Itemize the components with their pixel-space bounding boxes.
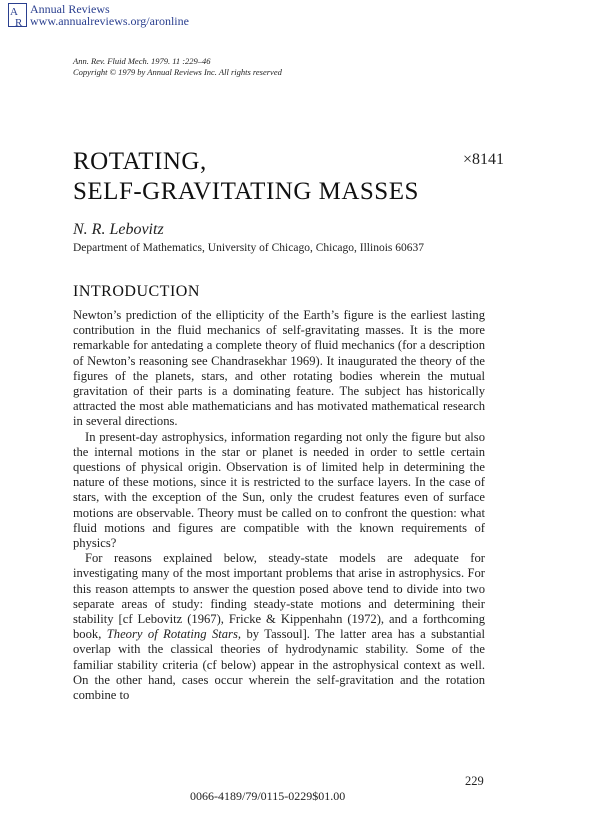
annual-reviews-logo-icon [8,3,27,27]
citation-line: Ann. Rev. Fluid Mech. 1979. 11 :229–46 [73,56,211,66]
article-title [73,147,419,207]
svg-text:A: A [10,6,18,18]
paragraph-2: In present-day astrophysics, information regarding not only the figure but also the internal motions in the star or planet is needed in order to settle certain questions of physical origin. Observation is of limited help in determining the nature of these motions, since it is restricted to the surface layers. In the case of stars, with the exception of the Sun, only the crudest features even of surface motions are observable. Theory must be called on to confront the question: what fluid motions and figures are compatible with the known requirements of physics? [73,429,485,551]
title-line-1: ROTATING, [73,148,207,175]
svg-text:R: R [15,17,23,28]
paragraph-3 [73,551,485,703]
paragraph-3-text-b: by Tassoul]. The latter area has a substantial overlap with the classical theories of hydrodynamic stability. Some of the familiar stability criteria (cf below) appear in the astrophysical context as well. On the other hand, cases occur wherein the self-gravitation and the rotation combine to [73,627,486,703]
publisher-name: Annual Reviews [30,2,110,16]
book-title: Theory of Rotating Stars, [106,627,242,642]
publisher-url-link[interactable]: www.annualreviews.org/aronline [30,14,189,28]
body-text [73,308,485,703]
paragraph-3-text-a: For reasons explained below, steady-state models are adequate for investigating many of the most important problems that arise in astrophysics. For this reason attempts to answer the question posed above tend to divide into two separate areas of study: finding steady-state motions and determining their stability [cf Lebovitz (1967), Fricke & Kippenhahn (1972), and a forthcoming book, [73,551,485,642]
section-heading: INTRODUCTION [73,283,200,300]
price-code-line: 0066-4189/79/0115-0229$01.00 [190,789,346,803]
paragraph-1: Newton’s prediction of the ellipticity of the Earth’s figure is the earliest lasting contribution in the fluid mechanics of self-gravitating masses. It is the more remarkable for antedating a complete theory of fluid mechanics (for a description of Newton’s reasoning see Chandrasekhar 1969). It inaugurated the theory of the figures of the planets, stars, and other rotating bodies wherein the mutual gravitation of their parts is a dominating feature. The subject has historically attracted the most able mathematicians and has motivated mathematical research in several directions. [73,308,485,429]
title-line-2: SELF-GRAVITATING MASSES [73,178,419,205]
copyright-line: Copyright © 1979 by Annual Reviews Inc. All rights reserved [73,67,282,77]
journal-citation [73,56,282,78]
article-code: ×8141 [463,151,505,168]
author-name: N. R. Lebovitz [73,221,164,238]
publisher-header [8,3,189,27]
author-affiliation: Department of Mathematics, University of Chicago, Chicago, Illinois 60637 [73,242,424,254]
page-number: 229 [465,774,484,788]
